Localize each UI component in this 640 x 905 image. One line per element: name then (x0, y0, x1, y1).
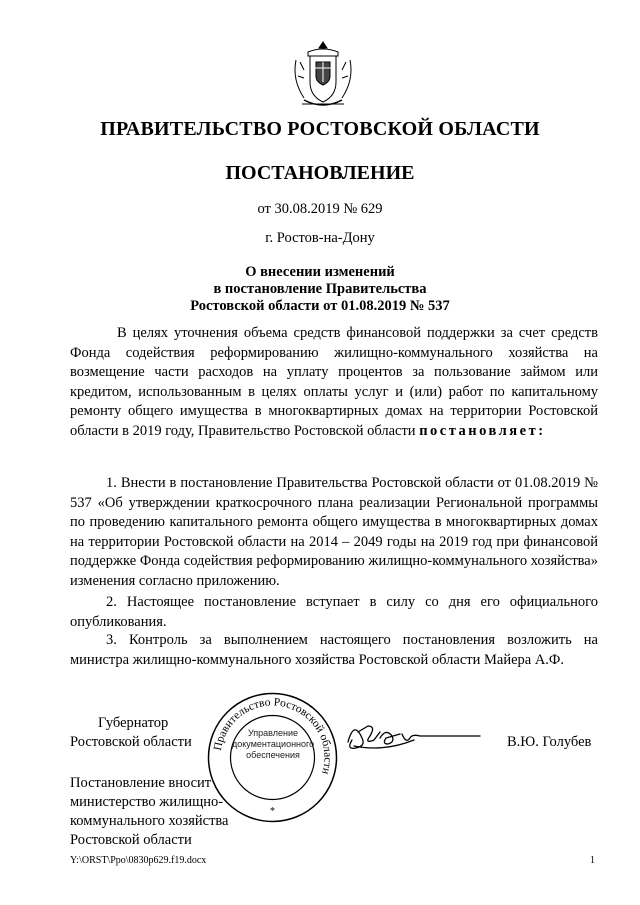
subject-line: О внесении изменений (245, 264, 395, 280)
handwritten-signature-icon (340, 712, 490, 762)
decree-word: постановляет: (419, 422, 546, 439)
svg-text:*: * (270, 806, 275, 817)
stamp-center-line: обеспечения (246, 750, 300, 760)
signer-name: В.Ю. Голубев (507, 734, 592, 750)
coat-of-arms-icon (290, 40, 356, 112)
signer-region: Ростовской области (70, 734, 192, 750)
organization-title: ПРАВИТЕЛЬСТВО РОСТОВСКОЙ ОБЛАСТИ (100, 118, 540, 140)
item-1-paragraph: 1. Внести в постановление Правительства Ростовской области от 01.08.2019 № 537 «Об утверждении краткосрочного плана реализации Региональной программы по проведению капитального ремонта общего имущества в многоквартирных домах на территории Ростовской области на 2014 – 2049 годы на 2019 год при финансовой поддержке Фонда содействия реформированию жилищно-коммунального хозяйства» изменения согласно приложению. (70, 475, 598, 589)
stamp-ring-text: Правительство Ростовской области (211, 696, 334, 776)
stamp-center (232, 728, 314, 761)
item-2-paragraph: 2. Настоящее постановление вступает в силу со дня его официального опубликования. (70, 594, 598, 630)
subject-line: в постановление Правительства (213, 281, 427, 297)
stamp-center-line: документационного (232, 739, 315, 749)
subject-line: Ростовской области от 01.08.2019 № 537 (190, 298, 450, 314)
note-line: коммунального хозяйства (70, 813, 229, 829)
document-city: г. Ростов-на-Дону (265, 230, 375, 246)
preamble-text: В целях уточнения объема средств финансовой поддержки за счет средств Фонда содействия реформированию жилищно-коммунального хозяйства на возмещение части расходов на уплату процентов за пользование займом или кредитом, использованным в целях оплаты услуг и (или) работ по капитальному ремонту общего имущества в многоквартирных домах на территории Ростовской области в 2019 году, Правительство Ростовской области (70, 325, 598, 439)
signer-position: Губернатор (98, 715, 169, 731)
note-line: Ростовской области (70, 832, 192, 848)
item-3-paragraph: 3. Контроль за выполнением настоящего постановления возложить на министра жилищно-коммунального хозяйства Ростовской области Майера А.Ф. (70, 632, 598, 668)
note-line: Постановление вносит (70, 775, 212, 791)
file-path: Y:\ORST\Ppo\0830p629.f19.docx (70, 855, 207, 866)
document-type: ПОСТАНОВЛЕНИЕ (225, 162, 415, 184)
page-number: 1 (590, 855, 595, 866)
stamp-center-line: Управление (247, 728, 299, 738)
note-line: министерство жилищно- (70, 794, 224, 810)
document-date-number: от 30.08.2019 № 629 (257, 201, 383, 217)
preamble-paragraph (70, 324, 598, 441)
submission-note (70, 774, 229, 850)
document-subject (0, 264, 640, 315)
